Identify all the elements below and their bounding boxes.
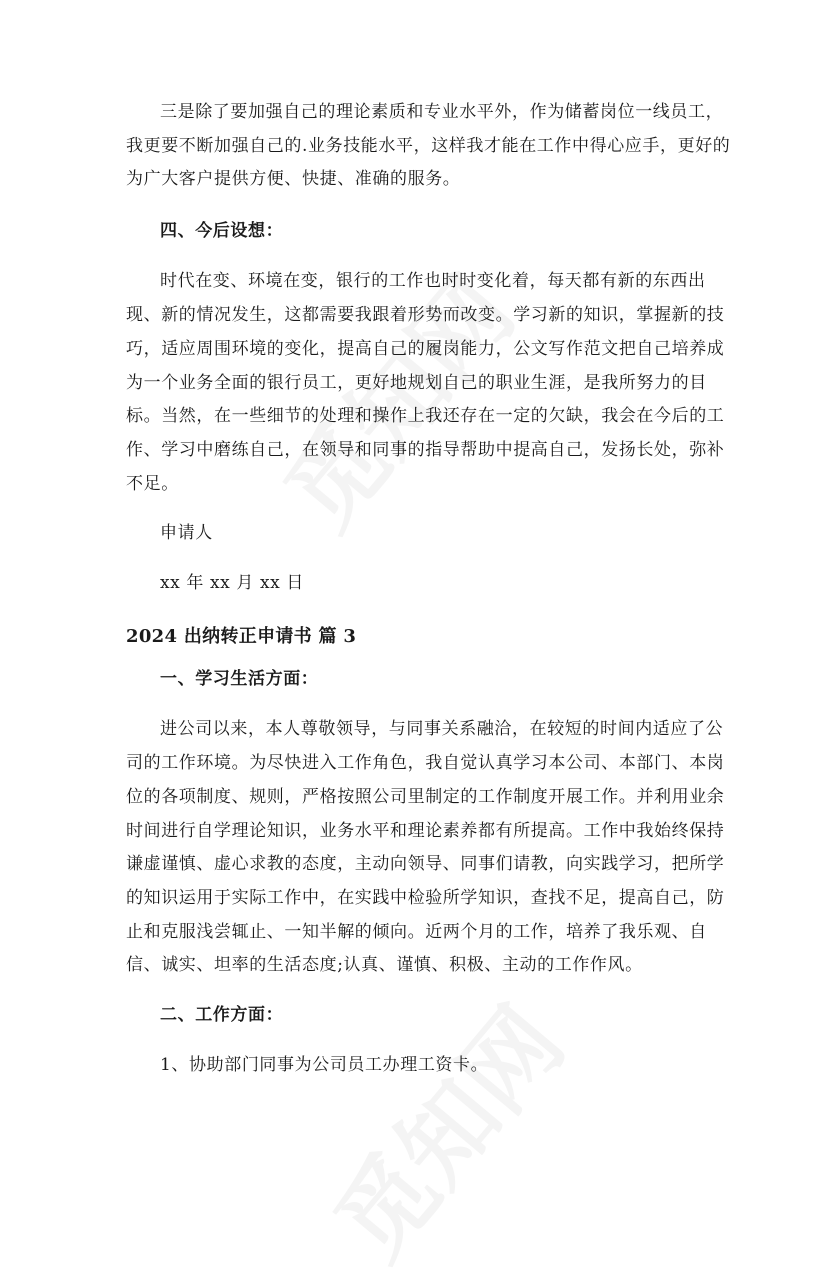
paragraph-line: 时间进行自学理论知识，业务水平和理论素养都有所提高。工作中我始终保持 bbox=[126, 821, 725, 841]
paragraph-line: 不足。 bbox=[126, 474, 179, 494]
applicant-label: 申请人 bbox=[160, 523, 213, 543]
paragraph-line: 为广大客户提供方便、快捷、准确的服务。 bbox=[126, 169, 461, 189]
paragraph-line: 的知识运用于实际工作中，在实践中检验所学知识，查找不足，提高自己，防 bbox=[126, 888, 725, 908]
paragraph-line: 司的工作环境。为尽快进入工作角色，我自觉认真学习本公司、本部门、本岗 bbox=[126, 753, 725, 773]
date-line: xx 年 xx 月 xx 日 bbox=[160, 573, 304, 593]
paragraph-line: 我更要不断加强自己的.业务技能水平，这样我才能在工作中得心应手，更好的 bbox=[126, 136, 731, 156]
paragraph-line: 信、诚实、坦率的生活态度;认真、谨慎、积极、主动的工作作风。 bbox=[126, 955, 643, 975]
paragraph-line: 现、新的情况发生，这都需要我跟着形势而改变。学习新的知识，掌握新的技 bbox=[126, 305, 725, 325]
section-heading: 四、今后设想： bbox=[160, 221, 284, 241]
paragraph-line: 时代在变、环境在变，银行的工作也时时变化着，每天都有新的东西出 bbox=[160, 271, 706, 291]
paragraph-line: 巧，适应周围环境的变化，提高自己的履岗能力，公文写作范文把自己培养成 bbox=[126, 339, 725, 359]
document-title: 2024 出纳转正申请书 篇 3 bbox=[126, 626, 357, 647]
paragraph-line: 位的各项制度、规则，严格按照公司里制定的工作制度开展工作。并利用业余 bbox=[126, 787, 725, 807]
paragraph-line: 进公司以来，本人尊敬领导，与同事关系融洽，在较短的时间内适应了公 bbox=[160, 719, 724, 739]
section-heading: 二、工作方面： bbox=[160, 1005, 284, 1025]
paragraph-line: 止和克服浅尝辄止、一知半解的倾向。近两个月的工作，培养了我乐观、自 bbox=[126, 922, 707, 942]
paragraph-line: 谦虚谨慎、虚心求教的态度，主动向领导、同事们请教，向实践学习，把所学 bbox=[126, 854, 725, 874]
watermark bbox=[299, 974, 589, 1283]
paragraph-line: 为一个业务全面的银行员工，更好地规划自己的职业生涯，是我所努力的目 bbox=[126, 373, 707, 393]
paragraph-line: 三是除了要加强自己的理论素质和专业水平外，作为储蓄岗位一线员工， bbox=[160, 102, 724, 122]
paragraph-line: 标。当然，在一些细节的处理和操作上我还存在一定的欠缺，我会在今后的工 bbox=[126, 406, 725, 426]
paragraph-line: 1、协助部门同事为公司员工办理工资卡。 bbox=[160, 1055, 489, 1075]
section-heading: 一、学习生活方面： bbox=[160, 669, 319, 689]
paragraph-line: 作、学习中磨练自己，在领导和同事的指导帮助中提高自己，发扬长处，弥补 bbox=[126, 440, 725, 460]
